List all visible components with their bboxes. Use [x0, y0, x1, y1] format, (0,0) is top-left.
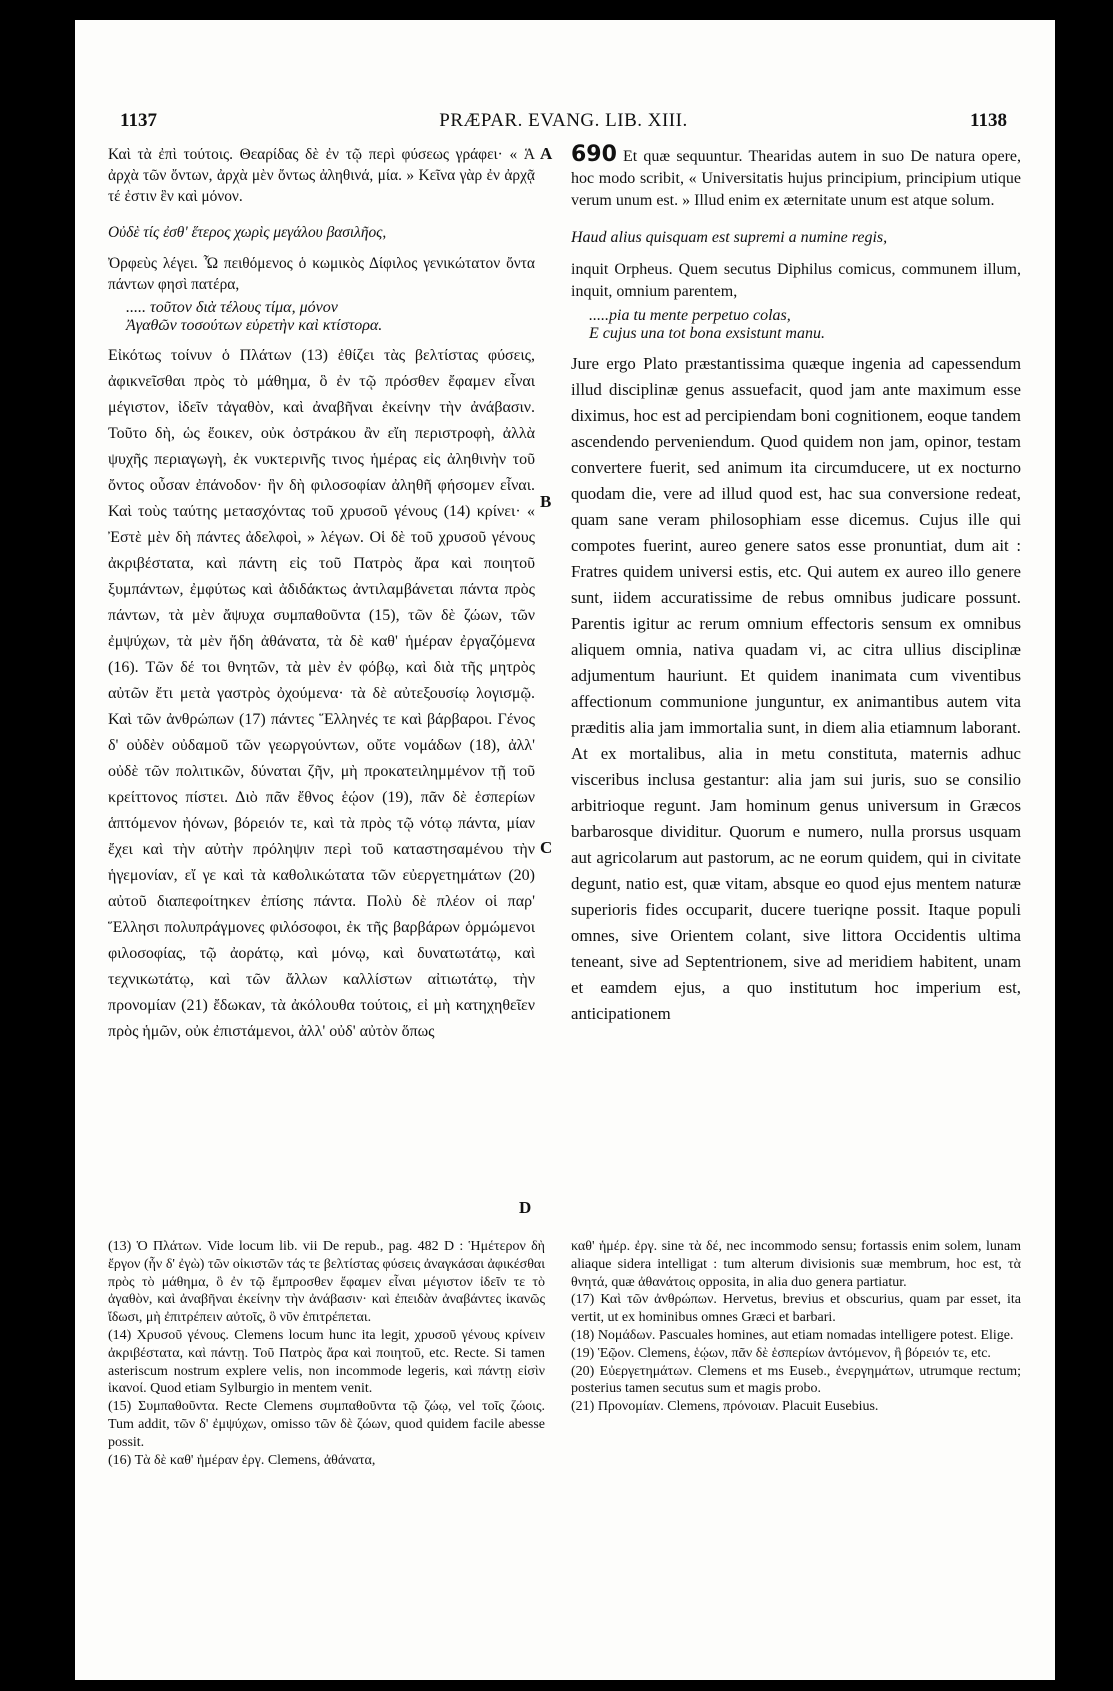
margin-letter-c: C — [540, 838, 553, 857]
latin-verse-line-2: E cujus una tot bona exsistunt manu. — [589, 325, 825, 343]
page-number-right: 1138 — [970, 110, 1007, 131]
column-number: 690 — [571, 144, 617, 167]
footnote-14: (14) Χρυσοῦ γένους. Clemens locum hunc ita legit, χρυσοῦ γένους κρίνειν ἀκριβέστατα, καὶ πάντῃ. Τοῦ Πατρὸς ἄρα καὶ ποιητοῦ, etc. Recte. Si tamen asteriscum nostrum explere velis, non incommode legeris, καὶ πάντῃ εἰσὶν ἱκανοί. Quod etiam Sylburgio in mentem venit. — [108, 1327, 545, 1397]
latin-diphilus-paragraph: inquit Orpheus. Quem secutus Diphilus comicus, communem illum, inquit, omnium parentem, — [571, 260, 1021, 301]
margin-letter-d: D — [519, 1198, 532, 1217]
greek-diphilus-paragraph: Ὀρφεὺς λέγει. Ὧ πειθόμενος ὁ κωμικὸς Δίφιλος γενικώτατον ὄντα πάντων φησὶ πατέρα, — [108, 254, 535, 294]
greek-intro-paragraph: Καὶ τὰ ἐπὶ τούτοις. Θεαρίδας δὲ ἐν τῷ περὶ φύσεως γράφει· « Ἁ ἀρχὰ τῶν ὄντων, ἀρχὰ μὲν ὄντως ἀληθινά, μία. » Κεῖνα γὰρ ἐν ἀρχᾷ τέ ἐστιν ἓν καὶ μόνον. — [108, 146, 535, 206]
footnote-18: (18) Νομάδων. Pascuales homines, aut etiam nomadas intelligere potest. Elige. — [571, 1327, 1014, 1343]
margin-letter-a: A — [540, 144, 553, 163]
footnotes-left — [108, 1238, 545, 1658]
running-title: PRÆPAR. EVANG. LIB. XIII. — [439, 110, 688, 131]
footnote-13: (13) Ὁ Πλάτων. Vide locum lib. vii De repub., pag. 482 D : Ἡμέτερον δὴ ἔργον (ἦν δ' ἐγὼ) τῶν οἰκιστῶν τάς τε βελτίστας φύσεις ἀναγκάσαι ἀφικέσθαι πρὸς τὸ μάθημα, ὃ ἐν τῷ ἔμπροσθεν ἔφαμεν εἶναι μέγιστον ἰδεῖν τε τὸ ἀγαθὸν, καὶ ἀναβῆναι ἐκείνην τὴν ἀνάβασιν· καὶ ἐπειδὰν ἀναβάντες ἱκανῶς ἴδωσι, μὴ ἐπιτρέπειν αὐτοῖς, ὃ νῦν ἐπιτρέπεται. — [108, 1239, 545, 1326]
greek-body — [108, 343, 535, 1045]
footnote-16: (16) Τὰ δὲ καθ' ἡμέραν ἐργ. Clemens, ἀθάνατα, — [108, 1452, 376, 1468]
footnote-19: (19) Ἑῷον. Clemens, ἑῴων, πᾶν δὲ ἑσπερίων ἀντόμενον, ἢ βόρειόν τε, etc. — [571, 1345, 991, 1361]
latin-body — [571, 351, 1021, 1027]
greek-verse-diphilus — [108, 299, 535, 335]
latin-intro-text: Et quæ sequuntur. Thearidas autem in suo De natura opere, hoc modo scribit, « Universitatis hujus principium, principium utique verum unum est. » Illud enim ex æternitate unum est atque solum. — [571, 148, 1021, 210]
book-page — [75, 20, 1055, 1680]
greek-body-paragraph: Εἰκότως τοίνυν ὁ Πλάτων (13) ἐθίζει τὰς βελτίστας φύσεις, ἀφικνεῖσθαι πρὸς τὸ μάθημα, ὃ ἐν τῷ πρόσθεν ἔφαμεν εἶναι μέγιστον, ἰδεῖν τἀγαθὸν, καὶ ἀναβῆναι ἐκείνην τὴν ἀνάβασιν. Τοῦτο δὴ, ὡς ἔοικεν, οὐκ ὀστράκου ἂν εἴη περιστροφὴ, ἀλλὰ ψυχῆς περιαγωγὴ, ἐκ νυκτερινῆς τινος ἡμέρας εἰς ἀληθινὴν τοῦ ὄντος οὖσαν ἐπάνοδον· ἣν δὴ φιλοσοφίαν ἀληθῆ φήσομεν εἶναι. Καὶ τοὺς ταύτης μετασχόντας τοῦ χρυσοῦ γένους (14) κρίνει· « Ἐστὲ μὲν δὴ πάντες ἀδελφοὶ, » λέγων. Οἱ δὲ τοῦ χρυσοῦ γένους ἀκριβέστατα, καὶ πάντη εἰς τοῦ Πατρὸς ἄρα καὶ ποιητοῦ ξυμπάντων, ἐμφύτως καὶ ἀδιδάκτως ἀντιλαμβάνεται πάντα πρὸς πάντων, τὰ μὲν ἄψυχα συμπαθοῦντα (15), τῶν δὲ ζώων, τῶν ἐμψύχων, τὰ μὲν ἤδη ἀθάνατα, τὰ δὲ καθ' ἡμέραν ἐργαζόμενα (16). Τῶν δέ τοι θνητῶν, τὰ μὲν ἐν φόβῳ, καὶ διὰ τῆς μητρὸς αὐτῶν ἔτι μετὰ γαστρὸς ὀχούμενα· τὰ δὲ αὐτεξουσίῳ λογισμῷ. Καὶ τῶν ἀνθρώπων (17) πάντες Ἕλληνές τε καὶ βάρβαροι. Γένος δ' οὐδὲν οὐδαμοῦ τῶν γεωργούντων, οὔτε νομάδων (18), ἀλλ' οὐδὲ τῶν πολιτικῶν, δύναται ζῆν, μὴ προκατειλημμένον τῇ τοῦ κρείττονος πίστει. Διὸ πᾶν ἔθνος ἑῴον (19), πᾶν δὲ ἑσπερίων ἁπτόμενον ἠόνων, βόρειόν τε, καὶ τὰ πρὸς τῷ νότῳ πάντα, μίαν ἔχει καὶ τὴν αὐτὴν πρόληψιν περὶ τοῦ καταστησαμένου τὴν ἡγεμονίαν, εἴ γε καὶ τὰ καθολικώτατα τῶν εὐεργετημάτων (20) αὐτοῦ διαπεφοίτηκεν ἐπίσης πάντα. Πολὺ δὲ πλέον οἱ παρ' Ἕλλησι πολυπράγμονες φιλόσοφοι, ἐκ τῆς βαρβάρων ὁρμώμενοι φιλοσοφίας, τῷ ἀοράτῳ, καὶ μόνῳ, καὶ δυνατωτάτῳ, καὶ τεχνικωτάτῳ, καὶ τῶν ἄλλων καλλίστων αἰτιωτάτῳ, τὴν προνομίαν (21) ἔδωκαν, τὰ ἀκόλουθα τούτοις, εἰ μὴ κατηχηθεῖεν πρὸς ἡμῶν, οὐκ ἐπιστάμενοι, ἀλλ' οὐδ' αὐτὸν ὅπως — [108, 347, 535, 1041]
greek-verse-line-2: Ἀγαθῶν τοσούτων εὑρετὴν καὶ κτίστορα. — [126, 317, 383, 335]
greek-verse-line-1: ..... τοῦτον διὰ τέλους τίμα, μόνον — [126, 299, 338, 317]
footnotes-right — [571, 1238, 1021, 1658]
footnote-20: (20) Εὐεργετημάτων. Clemens et ms Euseb., ἐνεργημάτων, utrumque rectum; posterius tamen secutus sum et magis probo. — [571, 1363, 1021, 1397]
footnote-21: (21) Προνομίαν. Clemens, πρόνοιαν. Placuit Eusebius. — [571, 1399, 879, 1415]
running-header — [120, 110, 1007, 140]
margin-letter-b: B — [540, 492, 552, 511]
greek-column — [108, 144, 535, 1214]
greek-verse-orpheus: Οὐδὲ τίς ἐσθ' ἕτερος χωρὶς μεγάλου βασιλῆος, — [108, 223, 387, 241]
footnote-17: (17) Καὶ τῶν ἀνθρώπων. Hervetus, brevius et obscurius, quam par esset, ita vertit, ut ex hominibus omnes Græci et barbari. — [571, 1292, 1021, 1326]
latin-verse-orpheus: Haud alius quisquam est supremi a numine regis, — [571, 228, 888, 246]
latin-body-paragraph: Jure ergo Plato præstantissima quæque ingenia ad capessendum illud disciplinæ genus assuefacit, quod jam ante maximum esse diximus, hoc est ad percipiendam boni cognitionem, eoque tandem ascendendo perveniendum. Quod quidem non jam, opinor, testam convertere fuerit, sed animum ita circumducere, ut ex nocturno quodam die, vere ad illud quod est, hac sua conversione redeat, quam sane veram philosophiam esse dicemus. Cujus ille qui compotes fuerint, aureo genere satos esse pronuntiat, dum ait : Fratres quidem universi estis, etc. Qui autem ex aureo illo genere sunt, iidem accuratissime de rebus omnibus judicare possunt. Parentis igitur ac rerum omnium effectoris sensum ex omnibus aliquem omnia, nativa quadam vi, ac citra ullius disciplinæ adjumentum hauriunt. Et quidem inanimata cum viventibus affectionum communione junguntur, ex animantibus autem vita præditis alia jam immortalia sunt, in diem alia etiamnum laborant. At ex mortalibus, alia in metu constituta, maternis adhuc visceribus inclusa gestantur: alia jam sui juris, suo se consilio arbitrioque regunt. Jam hominum genus universum in Græcos barbarosque dividitur. Quorum e numero, nulla prorsus usquam aut agricolarum aut pastorum, ac ne eorum quidem, qui in civitate degunt, natio est, quæ vitam, absque eo quod ejus mentem naturæ superioris fides occuparit, ducere tueriqne possit. Itaque populi omnes, sive Orientem colant, sive littora Occidentis ultima teneant, sive ad Septentrionem, sive ad meridiem habitent, unam et eamdem ejus, a quo institutum hoc imperium est, anticipationem — [571, 354, 1021, 1024]
latin-column — [571, 144, 1021, 1214]
footnote-15: (15) Συμπαθοῦντα. Recte Clemens συμπαθοῦντα τῷ ζώῳ, vel τοῖς ζώοις. Tum addit, τῶν δ' ἐμψύχων, omisso τῶν δὲ ζώων, quod quidem facile abesse possit. — [108, 1399, 545, 1450]
page-number-left: 1137 — [120, 110, 157, 131]
latin-intro-paragraph — [571, 144, 1021, 213]
latin-verse-diphilus — [571, 307, 1021, 343]
footnote-16-cont: καθ' ἡμέρ. ἐργ. sine τὰ δέ, nec incommodo sensu; fortassis enim solem, lunam aliaque sidera intelligat : tum alterum divisionis suæ membrum, hoc est, τὰ θνητά, quæ ἀθανάτοις opposita, in alia duo genera partiatur. — [571, 1239, 1021, 1290]
latin-verse-line-1: .....pia tu mente perpetuo colas, — [589, 307, 791, 325]
